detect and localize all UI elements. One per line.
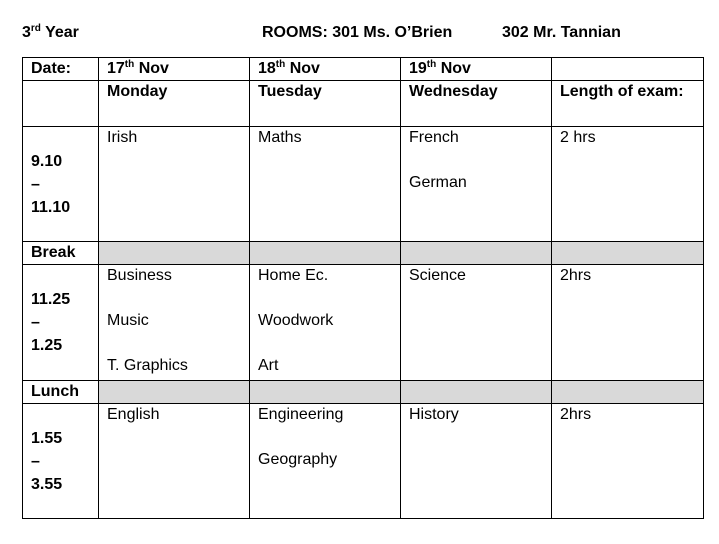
session-2-length: 2hrs	[552, 265, 704, 381]
exam-subject: Geography	[258, 451, 338, 468]
date-wednesday: 19th Nov	[401, 58, 552, 81]
session-3-monday	[99, 404, 250, 519]
day-monday: Monday	[99, 81, 250, 127]
lunch-row	[23, 381, 704, 404]
session-3-time: 1.55 – 3.55	[23, 404, 99, 519]
day-row	[23, 81, 704, 127]
exam-subject: History	[409, 406, 459, 423]
exam-subject: Business	[107, 267, 172, 284]
day-wednesday: Wednesday	[401, 81, 552, 127]
exam-subject: Home Ec.	[258, 267, 329, 284]
session-3-length: 2hrs	[552, 404, 704, 519]
exam-subject: Engineering	[258, 406, 344, 423]
break-label: Break	[23, 242, 99, 265]
date-label: Date:	[23, 58, 99, 81]
day-label-empty	[23, 81, 99, 127]
session-1-tuesday	[250, 127, 401, 242]
session-1-wednesday	[401, 127, 552, 242]
year-label: Year	[40, 24, 79, 41]
exam-subject: Irish	[107, 129, 138, 146]
session-2-wednesday	[401, 265, 552, 381]
exam-subject: French	[409, 129, 459, 146]
date-tuesday: 18th Nov	[250, 58, 401, 81]
exam-subject: Art	[258, 357, 279, 374]
year-suffix: rd	[30, 23, 41, 34]
session-2-row	[23, 265, 704, 381]
exam-timetable	[22, 57, 704, 519]
lunch-label: Lunch	[23, 381, 99, 404]
exam-subject: T. Graphics	[107, 357, 188, 374]
exam-subject: English	[107, 406, 160, 423]
exam-subject: Woodwork	[258, 312, 334, 329]
session-1-length: 2 hrs	[552, 127, 704, 242]
day-tuesday: Tuesday	[250, 81, 401, 127]
session-2-time: 11.25 – 1.25	[23, 265, 99, 381]
session-2-tuesday	[250, 265, 401, 381]
date-monday: 17th Nov	[99, 58, 250, 81]
session-3-wednesday	[401, 404, 552, 519]
exam-subject: Science	[409, 267, 466, 284]
date-empty-cell	[552, 58, 704, 81]
break-row	[23, 242, 704, 265]
session-2-monday	[99, 265, 250, 381]
exam-subject: German	[409, 174, 467, 191]
date-row	[23, 58, 704, 81]
session-1-time: 9.10 – 11.10	[23, 127, 99, 242]
room-2-heading: 302 Mr. Tannian	[502, 24, 621, 41]
session-3-row	[23, 404, 704, 519]
rooms-heading: ROOMS: 301 Ms. O’Brien	[262, 24, 453, 41]
exam-subject: Music	[107, 312, 149, 329]
session-3-tuesday	[250, 404, 401, 519]
session-1-row	[23, 127, 704, 242]
exam-subject: Maths	[258, 129, 302, 146]
session-1-monday	[99, 127, 250, 242]
year-heading	[22, 24, 79, 42]
year-number: 3	[22, 24, 31, 41]
length-header: Length of exam:	[552, 81, 704, 127]
